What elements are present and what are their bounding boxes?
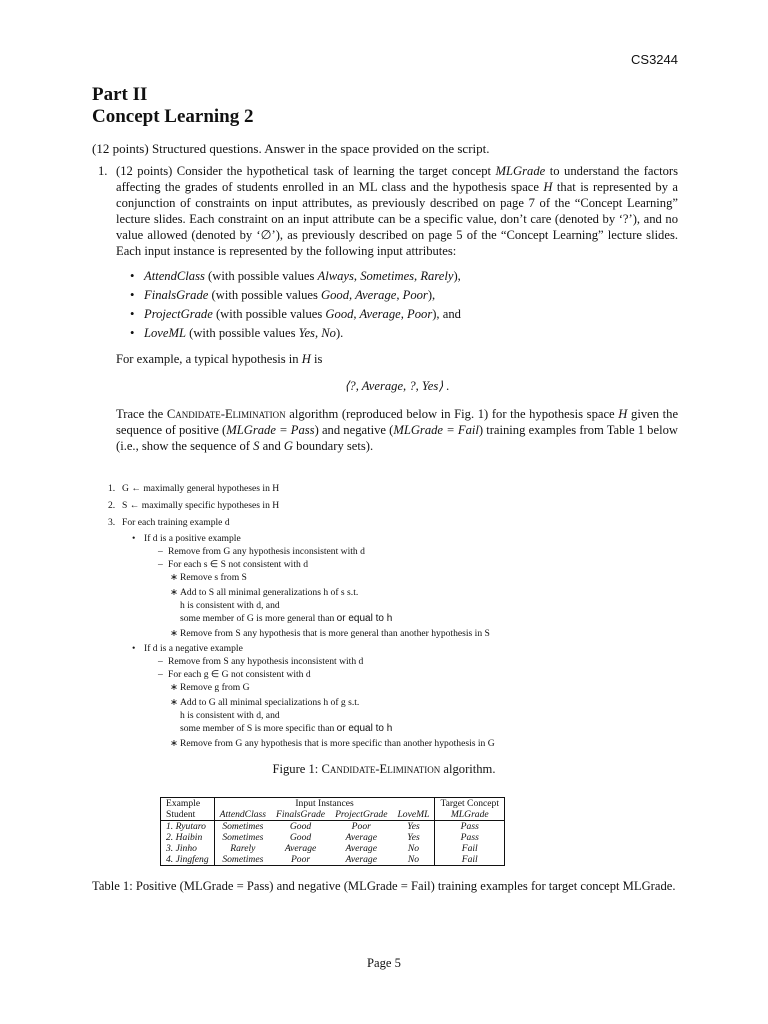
question-text: (12 points) Consider the hypothetical task of learning the target concept <box>116 164 492 178</box>
table-row <box>161 854 505 866</box>
table-row <box>161 821 505 833</box>
algorithm-name: Candidate-Elimination <box>166 407 286 421</box>
algo-step <box>108 696 578 709</box>
attribute-text: ). <box>335 326 344 340</box>
trace-instruction <box>116 406 678 454</box>
algo-step-cont <box>108 722 578 735</box>
step-text: For each training example d <box>122 517 230 528</box>
table-row <box>161 832 505 843</box>
table-cell: Sometimes <box>214 854 271 866</box>
attribute-name: ProjectGrade <box>144 307 213 321</box>
table-cell: Pass <box>435 832 505 843</box>
handwritten-addition: or equal to h <box>336 723 393 734</box>
trace-text: algorithm (reproduced below in Fig. 1) for the hypothesis space <box>289 407 615 421</box>
table-cell: Average <box>330 854 392 866</box>
star-icon: ∗ <box>170 628 179 639</box>
column-header: Target Concept <box>435 798 505 810</box>
caption-text: algorithm. <box>443 762 496 776</box>
s-symbol: S <box>253 439 260 453</box>
algo-step <box>108 668 578 681</box>
step-text: some member of S is more specific than <box>180 723 335 734</box>
figure-label: Figure 1: <box>272 762 319 776</box>
attribute-name: AttendClass <box>144 269 205 283</box>
figure-caption <box>0 762 768 777</box>
table-cell: Average <box>345 832 377 843</box>
attribute-values: Good, Average, Poor <box>325 307 433 321</box>
step-text: Remove from S any hypothesis that is more general than another hypothesis in S <box>180 628 490 639</box>
example-text: is <box>314 352 323 366</box>
algo-step <box>108 482 578 495</box>
algorithm-figure <box>108 482 578 750</box>
table-cell: Sometimes <box>222 821 264 832</box>
question-1 <box>98 163 678 454</box>
bullet-icon: • <box>132 533 136 544</box>
step-number: 3. <box>108 517 116 528</box>
attribute-values: Yes, No <box>298 326 336 340</box>
table-header-row <box>161 809 505 821</box>
algo-step-cont: h is consistent with d, and <box>180 600 280 611</box>
star-icon: ∗ <box>170 572 179 583</box>
table-cell: Average <box>284 843 317 854</box>
step-text: Add to G all minimal specializations h of g s.t. <box>180 697 360 708</box>
step-text: Remove g from G <box>180 682 250 693</box>
attribute-text: ), <box>427 288 436 302</box>
page-number: Page 5 <box>367 956 401 970</box>
target-concept: MLGrade <box>495 164 546 178</box>
section-intro: (12 points) Structured questions. Answer in the space provided on the script. <box>92 141 490 156</box>
table-cell: Poor <box>271 854 330 866</box>
step-text: S ← maximally specific hypotheses in H <box>122 500 280 511</box>
table-cell: Pass <box>435 821 505 833</box>
trace-text: boundary sets). <box>296 439 374 453</box>
hypothesis-space-symbol: H <box>543 180 553 194</box>
step-text: Remove from S any hypothesis inconsistent with d <box>168 656 364 667</box>
part-title: Part II <box>92 84 148 105</box>
g-symbol: G <box>283 439 294 453</box>
question-body <box>116 163 678 454</box>
column-header: AttendClass <box>214 809 271 821</box>
attribute-values: Always, Sometimes, Rarely <box>317 269 454 283</box>
column-header: Input Instances <box>214 798 435 810</box>
step-number: 2. <box>108 500 116 511</box>
table-cell: No <box>407 843 420 854</box>
trace-text: and <box>262 439 281 453</box>
algo-step <box>108 558 578 571</box>
star-icon: ∗ <box>170 587 179 598</box>
table-cell: Rarely <box>230 843 256 854</box>
step-text: Remove from G any hypothesis inconsistent with d <box>168 546 365 557</box>
algo-step <box>108 737 578 750</box>
column-header: Example <box>161 798 215 810</box>
table-cell: Sometimes <box>222 832 264 843</box>
algo-step-cont <box>108 612 578 625</box>
star-icon: ∗ <box>170 738 179 749</box>
table-header-row <box>161 798 505 810</box>
table-cell: 3. Jinho <box>161 843 215 854</box>
trace-text: given the sequence of positive ( <box>116 407 679 437</box>
dash-icon: – <box>158 559 163 570</box>
attribute-text: (with possible values <box>208 269 318 283</box>
step-text: If d is a positive example <box>144 533 241 544</box>
dash-icon: – <box>158 656 163 667</box>
step-number: 1. <box>108 483 116 494</box>
attribute-name: FinalsGrade <box>144 288 209 302</box>
table-cell: Poor <box>351 821 371 832</box>
column-header: MLGrade <box>435 809 505 821</box>
step-text: some member of G is more general than <box>180 613 335 624</box>
step-text: For each g ∈ G not consistent with d <box>168 669 311 680</box>
table-cell: No <box>392 854 434 866</box>
trace-text: ) training examples from Table 1 below (i.e., show the sequence of <box>116 423 678 453</box>
attribute-name: LoveML <box>144 326 186 340</box>
dash-icon: – <box>158 669 163 680</box>
bullet-icon: • <box>132 643 136 654</box>
algo-step <box>108 545 578 558</box>
list-item <box>130 267 678 286</box>
column-header: FinalsGrade <box>271 809 330 821</box>
course-code: CS3244 <box>631 52 678 67</box>
hypothesis-space-symbol: H <box>618 407 628 421</box>
question-number: 1. <box>98 164 108 178</box>
table-cell: Yes <box>407 832 420 843</box>
algorithm-name: Candidate-Elimination <box>321 762 441 776</box>
attribute-text: ), <box>453 269 461 283</box>
question-text: that is represented by a conjunction of constraints on input attributes, as previously described on page 7 of the “Concept Learning” lecture slides. Each constraint on an input attribute can be a specific value, don’t care (denoted by ‘?’), and no value allowed (denoted by ‘∅’), as previously described on page 5 of the “Concept Learning” lecture slides. Each input instance is represented by the following input attributes: <box>116 180 679 258</box>
step-text: G ← maximally general hypotheses in H <box>122 483 280 494</box>
trace-text: ) and negative ( <box>314 423 394 437</box>
example-line <box>116 351 678 367</box>
algo-step <box>108 532 578 545</box>
attribute-text: ), and <box>432 307 461 321</box>
table-cell: Good <box>289 832 312 843</box>
table-cell: 1. Ryutaro <box>161 821 215 833</box>
column-header: Student <box>161 809 215 821</box>
handwritten-addition: or equal to h <box>336 613 393 624</box>
table-cell: Yes <box>407 821 420 832</box>
section-title: Concept Learning 2 <box>92 106 254 127</box>
table-cell: Good <box>289 821 312 832</box>
step-text: Remove s from S <box>180 572 247 583</box>
list-item <box>130 324 678 343</box>
attribute-text: (with possible values <box>215 307 326 321</box>
table-cell: Fail <box>435 843 505 854</box>
step-text: If d is a negative example <box>144 643 243 654</box>
step-text: For each s ∈ S not consistent with d <box>168 559 308 570</box>
algo-step-cont: h is consistent with d, and <box>180 710 280 721</box>
attribute-text: (with possible values <box>211 288 322 302</box>
table-cell: Fail <box>435 854 505 866</box>
algo-step <box>108 571 578 584</box>
table-cell: 4. Jingfeng <box>161 854 215 866</box>
attribute-text: (with possible values <box>189 326 299 340</box>
part-heading <box>92 84 254 128</box>
example-hypothesis: ⟨?, Average, ?, Yes⟩ . <box>344 379 450 393</box>
positive-label: MLGrade = Pass <box>226 423 315 437</box>
table-caption: Table 1: Positive (MLGrade = Pass) and negative (MLGrade = Fail) training examples for target concept MLGrade. <box>92 879 676 893</box>
star-icon: ∗ <box>170 697 179 708</box>
column-header: LoveML <box>392 809 434 821</box>
trace-text: Trace the <box>116 407 164 421</box>
dash-icon: – <box>158 546 163 557</box>
algo-step <box>108 516 578 529</box>
question-text: to understand the factors affecting the grades of students enrolled in an ML class and the hypothesis space <box>116 164 678 194</box>
algo-step <box>108 499 578 512</box>
algo-step <box>108 642 578 655</box>
algo-step <box>108 681 578 694</box>
table-row <box>161 843 505 854</box>
star-icon: ∗ <box>170 682 179 693</box>
table-cell: 2. Haibin <box>161 832 215 843</box>
example-text: For example, a typical hypothesis in <box>116 352 299 366</box>
attribute-list <box>130 267 678 343</box>
hypothesis-space-symbol: H <box>301 352 311 366</box>
step-text: Add to S all minimal generalizations h of s s.t. <box>180 587 359 598</box>
list-item <box>130 305 678 324</box>
negative-label: MLGrade = Fail <box>393 423 479 437</box>
column-header: ProjectGrade <box>330 809 392 821</box>
list-item <box>130 286 678 305</box>
step-text: Remove from G any hypothesis that is more specific than another hypothesis in G <box>180 738 495 749</box>
attribute-values: Good, Average, Poor <box>321 288 428 302</box>
table-cell: Average <box>345 843 377 854</box>
algo-step <box>108 586 578 599</box>
training-examples-table <box>160 797 505 866</box>
algo-step <box>108 627 578 640</box>
algo-step <box>108 655 578 668</box>
